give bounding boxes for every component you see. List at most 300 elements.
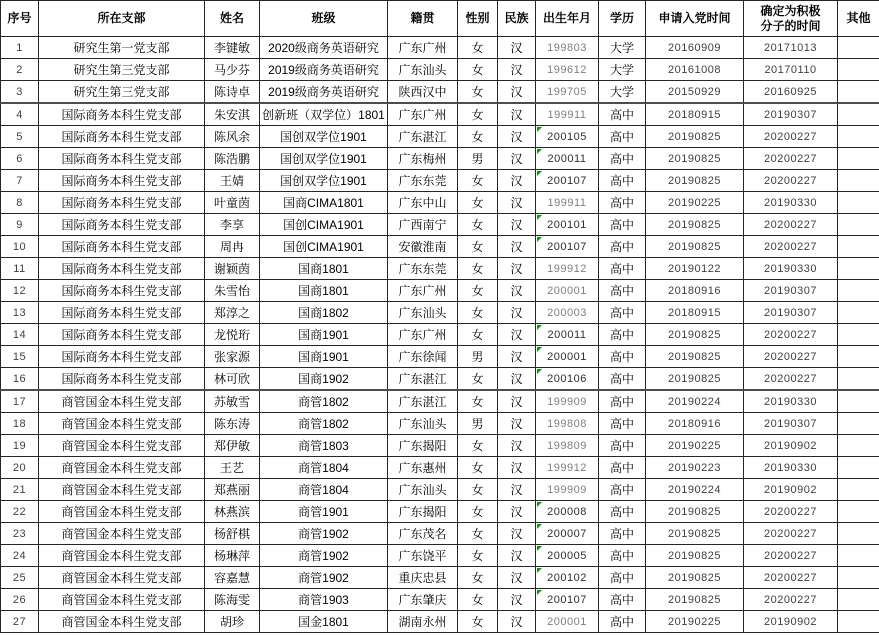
cell-gender[interactable]: 女: [458, 368, 498, 391]
column-header-index[interactable]: [1, 1, 39, 37]
cell-branch[interactable]: 国际商务本科生党支部: [39, 368, 205, 391]
cell-hometown[interactable]: 广东揭阳: [388, 501, 458, 523]
cell-other[interactable]: [838, 214, 879, 236]
cell-education[interactable]: 大学: [599, 59, 646, 81]
cell-apply_date[interactable]: 20190825: [646, 368, 744, 391]
cell-education[interactable]: 大学: [599, 37, 646, 59]
cell-activist_date[interactable]: 20200227: [744, 567, 838, 589]
cell-ethnicity[interactable]: 汉: [498, 148, 536, 170]
cell-other[interactable]: [838, 37, 879, 59]
cell-index[interactable]: 23: [1, 523, 39, 545]
cell-name[interactable]: 陈海雯: [205, 589, 260, 611]
cell-other[interactable]: [838, 501, 879, 523]
cell-apply_date[interactable]: 20190225: [646, 435, 744, 457]
cell-other[interactable]: [838, 59, 879, 81]
cell-class[interactable]: 国创双学位1901: [260, 170, 388, 192]
cell-name[interactable]: 陈浩鹏: [205, 148, 260, 170]
cell-name[interactable]: 朱安淇: [205, 103, 260, 126]
cell-name[interactable]: 郑淳之: [205, 302, 260, 324]
cell-activist_date[interactable]: 20200227: [744, 214, 838, 236]
cell-gender[interactable]: 女: [458, 501, 498, 523]
cell-hometown[interactable]: 广东汕头: [388, 302, 458, 324]
cell-name[interactable]: 林可欣: [205, 368, 260, 391]
cell-index[interactable]: 1: [1, 37, 39, 59]
cell-activist_date[interactable]: 20190330: [744, 258, 838, 280]
cell-class[interactable]: 国商1802: [260, 302, 388, 324]
cell-hometown[interactable]: 广东湛江: [388, 368, 458, 391]
cell-apply_date[interactable]: 20180916: [646, 280, 744, 302]
cell-other[interactable]: [838, 126, 879, 148]
cell-activist_date[interactable]: 20170110: [744, 59, 838, 81]
cell-index[interactable]: 26: [1, 589, 39, 611]
cell-education[interactable]: 高中: [599, 258, 646, 280]
cell-apply_date[interactable]: 20190825: [646, 214, 744, 236]
cell-education[interactable]: 高中: [599, 170, 646, 192]
cell-activist_date[interactable]: 20190307: [744, 302, 838, 324]
cell-education[interactable]: 高中: [599, 236, 646, 258]
cell-apply_date[interactable]: 20150929: [646, 81, 744, 104]
cell-branch[interactable]: 国际商务本科生党支部: [39, 192, 205, 214]
cell-other[interactable]: [838, 192, 879, 214]
cell-apply_date[interactable]: 20161008: [646, 59, 744, 81]
cell-ethnicity[interactable]: 汉: [498, 214, 536, 236]
cell-other[interactable]: [838, 523, 879, 545]
cell-birth[interactable]: [536, 545, 599, 567]
cell-branch[interactable]: 研究生第一党支部: [39, 37, 205, 59]
cell-class[interactable]: 国金1801: [260, 611, 388, 633]
cell-birth[interactable]: [536, 236, 599, 258]
cell-ethnicity[interactable]: 汉: [498, 302, 536, 324]
cell-activist_date[interactable]: 20200227: [744, 589, 838, 611]
cell-birth[interactable]: [536, 214, 599, 236]
cell-hometown[interactable]: 广东湛江: [388, 390, 458, 413]
cell-ethnicity[interactable]: 汉: [498, 611, 536, 633]
cell-branch[interactable]: 国际商务本科生党支部: [39, 346, 205, 368]
cell-class[interactable]: 商管1903: [260, 589, 388, 611]
cell-activist_date[interactable]: 20190307: [744, 103, 838, 126]
cell-other[interactable]: [838, 236, 879, 258]
cell-gender[interactable]: 女: [458, 214, 498, 236]
cell-other[interactable]: [838, 280, 879, 302]
cell-education[interactable]: 高中: [599, 413, 646, 435]
cell-ethnicity[interactable]: 汉: [498, 324, 536, 346]
cell-class[interactable]: 2019级商务英语研究: [260, 81, 388, 104]
cell-activist_date[interactable]: 20160925: [744, 81, 838, 104]
cell-apply_date[interactable]: 20190825: [646, 170, 744, 192]
cell-other[interactable]: [838, 368, 879, 391]
cell-birth[interactable]: [536, 435, 599, 457]
cell-class[interactable]: 国商1902: [260, 368, 388, 391]
cell-gender[interactable]: 女: [458, 545, 498, 567]
cell-index[interactable]: 19: [1, 435, 39, 457]
cell-class[interactable]: 创新班（双学位）1801: [260, 103, 388, 126]
cell-birth[interactable]: [536, 302, 599, 324]
cell-education[interactable]: 高中: [599, 346, 646, 368]
cell-apply_date[interactable]: 20190825: [646, 346, 744, 368]
cell-ethnicity[interactable]: 汉: [498, 501, 536, 523]
cell-class[interactable]: 商管1902: [260, 523, 388, 545]
column-header-education[interactable]: [599, 1, 646, 37]
cell-other[interactable]: [838, 545, 879, 567]
cell-branch[interactable]: 国际商务本科生党支部: [39, 324, 205, 346]
cell-ethnicity[interactable]: 汉: [498, 413, 536, 435]
cell-branch[interactable]: 商管国金本科生党支部: [39, 523, 205, 545]
cell-class[interactable]: 国商1901: [260, 346, 388, 368]
cell-activist_date[interactable]: 20200227: [744, 126, 838, 148]
cell-birth[interactable]: [536, 148, 599, 170]
cell-activist_date[interactable]: 20171013: [744, 37, 838, 59]
cell-gender[interactable]: 女: [458, 103, 498, 126]
cell-index[interactable]: 6: [1, 148, 39, 170]
cell-hometown[interactable]: 陕西汉中: [388, 81, 458, 104]
cell-apply_date[interactable]: 20190225: [646, 611, 744, 633]
cell-branch[interactable]: 国际商务本科生党支部: [39, 236, 205, 258]
cell-branch[interactable]: 商管国金本科生党支部: [39, 479, 205, 501]
cell-apply_date[interactable]: 20160909: [646, 37, 744, 59]
column-header-activist_date[interactable]: [744, 1, 838, 37]
cell-birth[interactable]: [536, 324, 599, 346]
cell-gender[interactable]: 女: [458, 170, 498, 192]
column-header-branch[interactable]: [39, 1, 205, 37]
column-header-ethnicity[interactable]: [498, 1, 536, 37]
cell-hometown[interactable]: 广东揭阳: [388, 435, 458, 457]
cell-apply_date[interactable]: 20190225: [646, 192, 744, 214]
cell-apply_date[interactable]: 20190825: [646, 589, 744, 611]
cell-education[interactable]: 高中: [599, 214, 646, 236]
cell-name[interactable]: 郑伊敏: [205, 435, 260, 457]
cell-other[interactable]: [838, 611, 879, 633]
cell-hometown[interactable]: 广东湛江: [388, 126, 458, 148]
cell-gender[interactable]: 女: [458, 59, 498, 81]
cell-birth[interactable]: [536, 611, 599, 633]
cell-index[interactable]: 24: [1, 545, 39, 567]
cell-index[interactable]: 11: [1, 258, 39, 280]
cell-ethnicity[interactable]: 汉: [498, 567, 536, 589]
cell-index[interactable]: 10: [1, 236, 39, 258]
cell-name[interactable]: 马少芬: [205, 59, 260, 81]
cell-index[interactable]: 15: [1, 346, 39, 368]
cell-birth[interactable]: [536, 170, 599, 192]
cell-activist_date[interactable]: 20190902: [744, 611, 838, 633]
cell-class[interactable]: 国创双学位1901: [260, 126, 388, 148]
cell-hometown[interactable]: 广东汕头: [388, 413, 458, 435]
cell-birth[interactable]: [536, 103, 599, 126]
cell-apply_date[interactable]: 20190224: [646, 390, 744, 413]
cell-ethnicity[interactable]: 汉: [498, 589, 536, 611]
cell-education[interactable]: 高中: [599, 523, 646, 545]
cell-name[interactable]: 陈风余: [205, 126, 260, 148]
cell-activist_date[interactable]: 20190330: [744, 390, 838, 413]
cell-ethnicity[interactable]: 汉: [498, 236, 536, 258]
cell-ethnicity[interactable]: 汉: [498, 280, 536, 302]
cell-class[interactable]: 国创CIMA1901: [260, 214, 388, 236]
cell-hometown[interactable]: 安徽淮南: [388, 236, 458, 258]
cell-branch[interactable]: 商管国金本科生党支部: [39, 390, 205, 413]
cell-index[interactable]: 8: [1, 192, 39, 214]
cell-activist_date[interactable]: 20190902: [744, 435, 838, 457]
cell-other[interactable]: [838, 390, 879, 413]
cell-education[interactable]: 高中: [599, 589, 646, 611]
cell-branch[interactable]: 国际商务本科生党支部: [39, 258, 205, 280]
cell-hometown[interactable]: 广东汕头: [388, 59, 458, 81]
cell-index[interactable]: 17: [1, 390, 39, 413]
cell-activist_date[interactable]: 20200227: [744, 148, 838, 170]
cell-birth[interactable]: [536, 192, 599, 214]
cell-gender[interactable]: 女: [458, 324, 498, 346]
cell-gender[interactable]: 女: [458, 126, 498, 148]
cell-education[interactable]: 高中: [599, 545, 646, 567]
cell-hometown[interactable]: 广东东莞: [388, 258, 458, 280]
cell-activist_date[interactable]: 20200227: [744, 346, 838, 368]
cell-class[interactable]: 国商CIMA1801: [260, 192, 388, 214]
cell-gender[interactable]: 女: [458, 192, 498, 214]
cell-gender[interactable]: 女: [458, 258, 498, 280]
cell-class[interactable]: 国商1901: [260, 324, 388, 346]
cell-birth[interactable]: [536, 368, 599, 391]
cell-other[interactable]: [838, 81, 879, 104]
cell-education[interactable]: 高中: [599, 611, 646, 633]
cell-index[interactable]: 18: [1, 413, 39, 435]
cell-class[interactable]: 国创双学位1901: [260, 148, 388, 170]
cell-birth[interactable]: [536, 501, 599, 523]
cell-birth[interactable]: [536, 346, 599, 368]
cell-ethnicity[interactable]: 汉: [498, 59, 536, 81]
cell-other[interactable]: [838, 148, 879, 170]
cell-other[interactable]: [838, 103, 879, 126]
cell-gender[interactable]: 男: [458, 413, 498, 435]
cell-name[interactable]: 龙悦珩: [205, 324, 260, 346]
cell-gender[interactable]: 女: [458, 435, 498, 457]
cell-branch[interactable]: 商管国金本科生党支部: [39, 545, 205, 567]
cell-branch[interactable]: 商管国金本科生党支部: [39, 611, 205, 633]
cell-branch[interactable]: 国际商务本科生党支部: [39, 214, 205, 236]
column-header-other[interactable]: [838, 1, 879, 37]
cell-index[interactable]: 2: [1, 59, 39, 81]
cell-education[interactable]: 高中: [599, 368, 646, 391]
cell-ethnicity[interactable]: 汉: [498, 170, 536, 192]
cell-apply_date[interactable]: 20190825: [646, 148, 744, 170]
cell-apply_date[interactable]: 20190223: [646, 457, 744, 479]
cell-activist_date[interactable]: 20200227: [744, 236, 838, 258]
cell-education[interactable]: 高中: [599, 280, 646, 302]
cell-ethnicity[interactable]: 汉: [498, 126, 536, 148]
cell-branch[interactable]: 商管国金本科生党支部: [39, 413, 205, 435]
cell-hometown[interactable]: 广东茂名: [388, 523, 458, 545]
cell-branch[interactable]: 国际商务本科生党支部: [39, 148, 205, 170]
cell-name[interactable]: 林燕滨: [205, 501, 260, 523]
cell-gender[interactable]: 女: [458, 457, 498, 479]
cell-name[interactable]: 叶童茵: [205, 192, 260, 214]
cell-activist_date[interactable]: 20200227: [744, 501, 838, 523]
cell-class[interactable]: 商管1901: [260, 501, 388, 523]
cell-other[interactable]: [838, 413, 879, 435]
cell-education[interactable]: 大学: [599, 81, 646, 104]
cell-class[interactable]: 商管1804: [260, 457, 388, 479]
cell-birth[interactable]: [536, 81, 599, 104]
cell-name[interactable]: 周冉: [205, 236, 260, 258]
cell-birth[interactable]: [536, 37, 599, 59]
cell-education[interactable]: 高中: [599, 148, 646, 170]
cell-hometown[interactable]: 广东汕头: [388, 479, 458, 501]
cell-hometown[interactable]: 广东东莞: [388, 170, 458, 192]
cell-name[interactable]: 李键敏: [205, 37, 260, 59]
column-header-hometown[interactable]: [388, 1, 458, 37]
cell-index[interactable]: 14: [1, 324, 39, 346]
cell-hometown[interactable]: 广东中山: [388, 192, 458, 214]
cell-ethnicity[interactable]: 汉: [498, 390, 536, 413]
cell-ethnicity[interactable]: 汉: [498, 479, 536, 501]
cell-ethnicity[interactable]: 汉: [498, 457, 536, 479]
cell-name[interactable]: 陈诗卓: [205, 81, 260, 104]
cell-activist_date[interactable]: 20200227: [744, 324, 838, 346]
column-header-gender[interactable]: [458, 1, 498, 37]
cell-branch[interactable]: 国际商务本科生党支部: [39, 170, 205, 192]
cell-gender[interactable]: 女: [458, 390, 498, 413]
cell-class[interactable]: 国商1801: [260, 258, 388, 280]
cell-name[interactable]: 杨舒棋: [205, 523, 260, 545]
cell-activist_date[interactable]: 20200227: [744, 523, 838, 545]
cell-index[interactable]: 9: [1, 214, 39, 236]
cell-birth[interactable]: [536, 479, 599, 501]
cell-other[interactable]: [838, 170, 879, 192]
cell-hometown[interactable]: 重庆忠县: [388, 567, 458, 589]
cell-birth[interactable]: [536, 390, 599, 413]
cell-birth[interactable]: [536, 258, 599, 280]
cell-hometown[interactable]: 广西南宁: [388, 214, 458, 236]
cell-class[interactable]: 2019级商务英语研究: [260, 59, 388, 81]
cell-apply_date[interactable]: 20190825: [646, 501, 744, 523]
cell-hometown[interactable]: 广东肇庆: [388, 589, 458, 611]
cell-education[interactable]: 高中: [599, 324, 646, 346]
cell-branch[interactable]: 国际商务本科生党支部: [39, 280, 205, 302]
cell-index[interactable]: 20: [1, 457, 39, 479]
cell-gender[interactable]: 女: [458, 236, 498, 258]
cell-birth[interactable]: [536, 523, 599, 545]
cell-education[interactable]: 高中: [599, 457, 646, 479]
cell-gender[interactable]: 女: [458, 81, 498, 104]
cell-apply_date[interactable]: 20190825: [646, 545, 744, 567]
cell-branch[interactable]: 研究生第三党支部: [39, 59, 205, 81]
cell-name[interactable]: 陈东涛: [205, 413, 260, 435]
cell-gender[interactable]: 男: [458, 148, 498, 170]
cell-name[interactable]: 胡珍: [205, 611, 260, 633]
cell-name[interactable]: 王艺: [205, 457, 260, 479]
cell-hometown[interactable]: 广东徐闻: [388, 346, 458, 368]
cell-other[interactable]: [838, 302, 879, 324]
cell-apply_date[interactable]: 20180916: [646, 413, 744, 435]
cell-gender[interactable]: 女: [458, 280, 498, 302]
cell-class[interactable]: 商管1804: [260, 479, 388, 501]
cell-education[interactable]: 高中: [599, 501, 646, 523]
cell-class[interactable]: 2020级商务英语研究: [260, 37, 388, 59]
cell-activist_date[interactable]: 20200227: [744, 545, 838, 567]
cell-ethnicity[interactable]: 汉: [498, 81, 536, 104]
cell-name[interactable]: 杨琳萍: [205, 545, 260, 567]
cell-hometown[interactable]: 广东广州: [388, 280, 458, 302]
column-header-name[interactable]: [205, 1, 260, 37]
cell-index[interactable]: 7: [1, 170, 39, 192]
cell-index[interactable]: 22: [1, 501, 39, 523]
cell-name[interactable]: 苏敏雪: [205, 390, 260, 413]
cell-ethnicity[interactable]: 汉: [498, 368, 536, 391]
cell-class[interactable]: 国创CIMA1901: [260, 236, 388, 258]
cell-name[interactable]: 王婧: [205, 170, 260, 192]
cell-gender[interactable]: 男: [458, 346, 498, 368]
cell-education[interactable]: 高中: [599, 479, 646, 501]
cell-ethnicity[interactable]: 汉: [498, 545, 536, 567]
cell-hometown[interactable]: 湖南永州: [388, 611, 458, 633]
cell-branch[interactable]: 商管国金本科生党支部: [39, 435, 205, 457]
cell-gender[interactable]: 女: [458, 567, 498, 589]
cell-ethnicity[interactable]: 汉: [498, 103, 536, 126]
cell-name[interactable]: 张家源: [205, 346, 260, 368]
cell-branch[interactable]: 商管国金本科生党支部: [39, 589, 205, 611]
cell-index[interactable]: 5: [1, 126, 39, 148]
cell-gender[interactable]: 女: [458, 479, 498, 501]
cell-name[interactable]: 容嘉慧: [205, 567, 260, 589]
cell-apply_date[interactable]: 20190122: [646, 258, 744, 280]
cell-activist_date[interactable]: 20190330: [744, 192, 838, 214]
column-header-class[interactable]: [260, 1, 388, 37]
column-header-apply_date[interactable]: [646, 1, 744, 37]
cell-gender[interactable]: 女: [458, 611, 498, 633]
cell-apply_date[interactable]: 20180915: [646, 302, 744, 324]
cell-apply_date[interactable]: 20190825: [646, 126, 744, 148]
cell-index[interactable]: 27: [1, 611, 39, 633]
cell-branch[interactable]: 商管国金本科生党支部: [39, 501, 205, 523]
cell-birth[interactable]: [536, 280, 599, 302]
cell-other[interactable]: [838, 567, 879, 589]
cell-activist_date[interactable]: 20190307: [744, 280, 838, 302]
cell-apply_date[interactable]: 20190825: [646, 523, 744, 545]
cell-index[interactable]: 4: [1, 103, 39, 126]
cell-name[interactable]: 朱雪怡: [205, 280, 260, 302]
cell-hometown[interactable]: 广东惠州: [388, 457, 458, 479]
cell-education[interactable]: 高中: [599, 302, 646, 324]
cell-birth[interactable]: [536, 589, 599, 611]
cell-ethnicity[interactable]: 汉: [498, 435, 536, 457]
cell-class[interactable]: 国商1801: [260, 280, 388, 302]
cell-hometown[interactable]: 广东梅州: [388, 148, 458, 170]
cell-class[interactable]: 商管1802: [260, 413, 388, 435]
cell-branch[interactable]: 商管国金本科生党支部: [39, 567, 205, 589]
cell-education[interactable]: 高中: [599, 192, 646, 214]
cell-hometown[interactable]: 广东广州: [388, 324, 458, 346]
cell-ethnicity[interactable]: 汉: [498, 523, 536, 545]
cell-name[interactable]: 郑燕丽: [205, 479, 260, 501]
cell-branch[interactable]: 商管国金本科生党支部: [39, 457, 205, 479]
cell-birth[interactable]: [536, 413, 599, 435]
cell-other[interactable]: [838, 258, 879, 280]
cell-activist_date[interactable]: 20200227: [744, 170, 838, 192]
cell-branch[interactable]: 国际商务本科生党支部: [39, 126, 205, 148]
cell-branch[interactable]: 国际商务本科生党支部: [39, 103, 205, 126]
cell-index[interactable]: 25: [1, 567, 39, 589]
cell-index[interactable]: 21: [1, 479, 39, 501]
cell-other[interactable]: [838, 479, 879, 501]
cell-ethnicity[interactable]: 汉: [498, 346, 536, 368]
cell-branch[interactable]: 国际商务本科生党支部: [39, 302, 205, 324]
cell-apply_date[interactable]: 20190825: [646, 324, 744, 346]
cell-apply_date[interactable]: 20180915: [646, 103, 744, 126]
cell-other[interactable]: [838, 324, 879, 346]
cell-education[interactable]: 高中: [599, 435, 646, 457]
cell-name[interactable]: 李享: [205, 214, 260, 236]
cell-gender[interactable]: 女: [458, 37, 498, 59]
cell-gender[interactable]: 女: [458, 589, 498, 611]
cell-apply_date[interactable]: 20190825: [646, 567, 744, 589]
cell-index[interactable]: 12: [1, 280, 39, 302]
